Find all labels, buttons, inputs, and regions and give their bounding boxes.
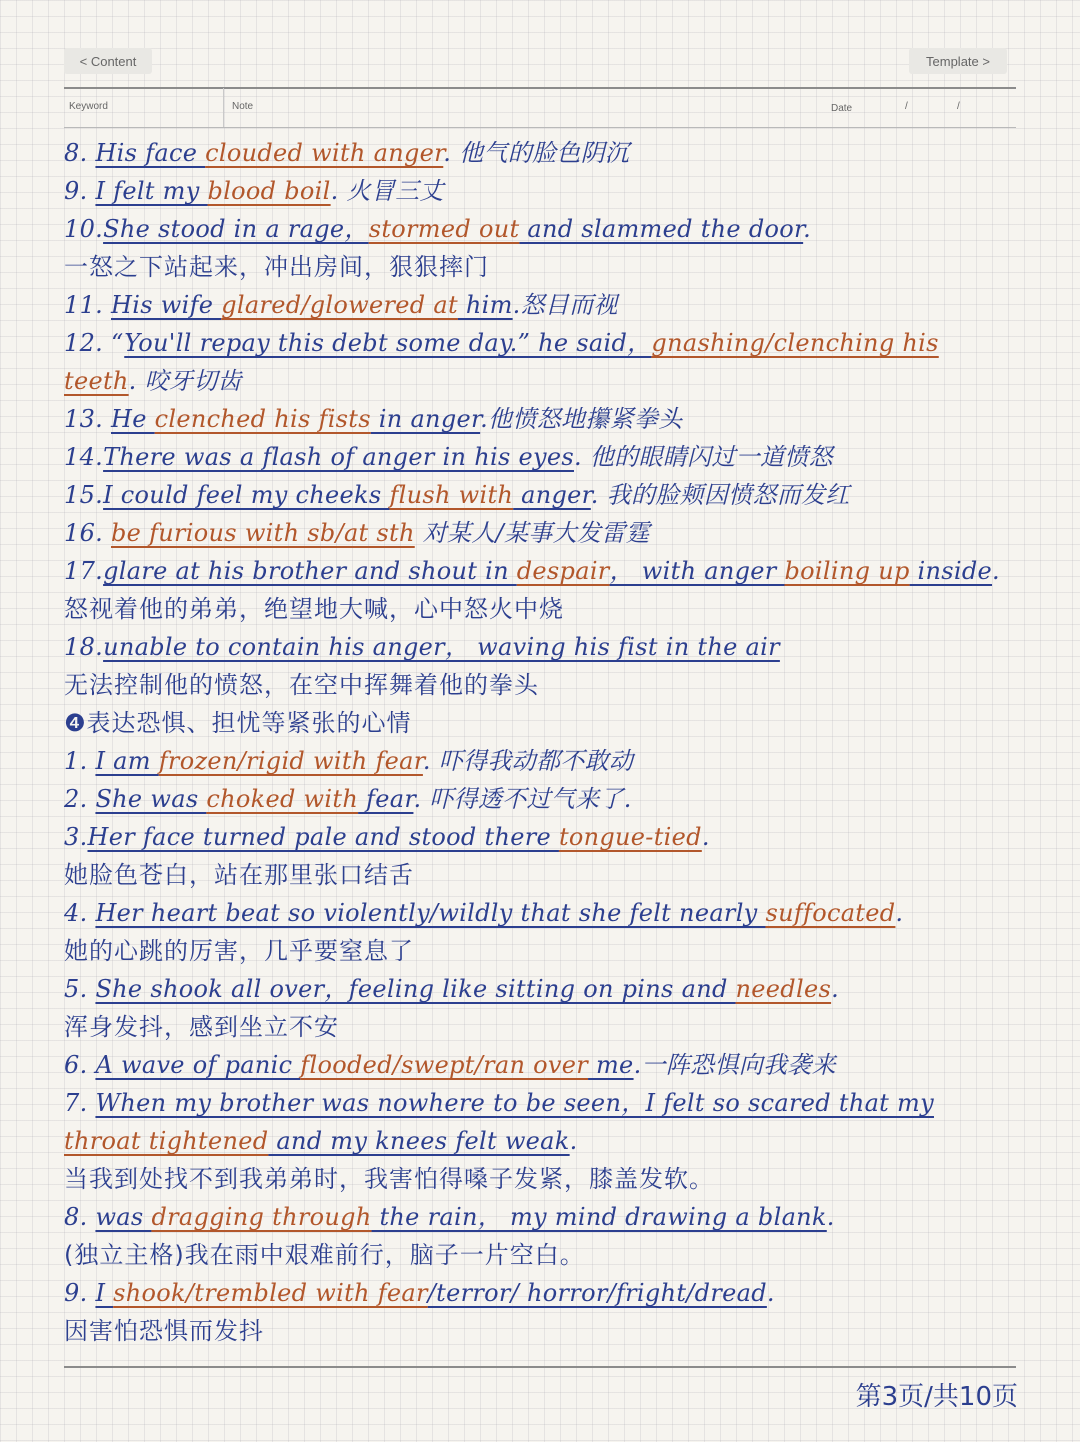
note-text: . 咬牙切齿: [128, 367, 242, 395]
note-line: [64, 1236, 1044, 1274]
footer-rule: [64, 1366, 1016, 1368]
note-text: unable to contain his anger， waving his fist in the air: [103, 633, 780, 661]
highlight-phrase: gnashing/clenching his: [651, 329, 939, 357]
highlight-phrase: despair: [516, 557, 610, 585]
content-nav-button[interactable]: < Content: [64, 48, 152, 74]
highlight-phrase: tongue-tied: [558, 823, 702, 851]
note-line: [64, 590, 1044, 628]
header-divider: [223, 88, 224, 128]
note-text: 3.: [64, 823, 88, 851]
note-line: [64, 134, 1044, 172]
note-text: I felt my: [95, 177, 208, 205]
note-text: 4.: [64, 899, 96, 927]
note-text: .: [992, 557, 1000, 585]
header-top-rule: [64, 87, 1016, 89]
note-text: 12. “: [64, 329, 125, 357]
note-text: ❹表达恐惧、担忧等紧张的心情: [64, 709, 412, 737]
note-text: 17.: [64, 557, 104, 585]
note-line: [64, 856, 1044, 894]
note-text: and my knees felt weak: [268, 1127, 570, 1155]
highlight-phrase: clenched his fists: [154, 405, 371, 433]
note-text: 5.: [64, 975, 96, 1003]
keyword-label: Keyword: [69, 101, 108, 112]
note-line: [64, 1084, 1044, 1122]
highlight-phrase: be furious with sb/at sth: [111, 519, 415, 547]
note-text: 11.: [64, 291, 111, 319]
note-text: 当我到处找不到我弟弟时，我害怕得嗓子发紧，膝盖发软。: [64, 1165, 714, 1193]
note-text: .一阵恐惧向我袭来: [633, 1051, 836, 1079]
note-line: [64, 666, 1044, 704]
note-text: 15.: [64, 481, 104, 509]
note-line: [64, 514, 1044, 552]
note-text: .: [569, 1127, 578, 1155]
note-text: 2.: [64, 785, 96, 813]
note-line: [64, 248, 1044, 286]
highlight-phrase: frozen/rigid with fear: [158, 747, 423, 775]
note-text: 16.: [64, 519, 111, 547]
note-text: 8.: [64, 139, 96, 167]
note-text: When my brother was nowhere to be seen，I felt so scared that my: [95, 1089, 934, 1117]
note-text: .他愤怒地攥紧拳头: [480, 405, 683, 433]
note-line: [64, 894, 1044, 932]
note-text: fear: [358, 785, 414, 813]
note-text: .: [701, 823, 710, 851]
highlight-phrase: flush with: [389, 481, 514, 509]
note-line: [64, 1008, 1044, 1046]
note-text: /terror/ horror/fright/dread: [427, 1279, 767, 1307]
note-text: Her heart beat so violently/wildly that she felt nearly: [95, 899, 766, 927]
note-text: inside: [909, 557, 993, 585]
note-text: You'll repay this debt some day.” he said，: [124, 329, 652, 357]
date-separator-1: /: [905, 101, 908, 112]
note-text: I: [95, 1279, 114, 1307]
note-text: 7.: [64, 1089, 96, 1117]
note-text: 一怒之下站起来，冲出房间，狠狠摔门: [64, 253, 489, 281]
note-line: [64, 476, 1044, 514]
note-text: 因害怕恐惧而发抖: [64, 1317, 264, 1345]
note-text: 她脸色苍白，站在那里张口结舌: [64, 861, 414, 889]
highlight-phrase: suffocated: [765, 899, 896, 927]
note-line: [64, 970, 1044, 1008]
note-line: [64, 704, 1044, 742]
note-line: [64, 172, 1044, 210]
note-text: 14.: [64, 443, 104, 471]
note-text: 浑身发抖，感到坐立不安: [64, 1013, 339, 1041]
note-text: 9.: [64, 1279, 96, 1307]
highlight-phrase: choked with: [206, 785, 359, 813]
note-line: [64, 1274, 1044, 1312]
note-line: [64, 818, 1044, 856]
date-separator-2: /: [957, 101, 960, 112]
note-line: [64, 1160, 1044, 1198]
note-line: [64, 438, 1044, 476]
note-text: 18.: [64, 633, 104, 661]
note-line: [64, 324, 1044, 362]
note-text: He: [111, 405, 155, 433]
note-text: His face: [95, 139, 206, 167]
note-text: .: [803, 215, 812, 243]
highlight-phrase: stormed out: [368, 215, 520, 243]
note-text: glare at his brother and shout in: [103, 557, 517, 585]
note-text: There was a flash of anger in his eyes: [103, 443, 574, 471]
note-text: She shook all over，feeling like sitting on pins and: [95, 975, 736, 1003]
note-text: 1.: [64, 747, 96, 775]
note-text: Her face turned pale and stood there: [87, 823, 559, 851]
highlight-phrase: shook/trembled with fear: [113, 1279, 428, 1307]
note-text: 无法控制他的愤怒，在空中挥舞着他的拳头: [64, 671, 539, 699]
header-bottom-rule: [64, 127, 1016, 128]
highlight-phrase: dragging through: [151, 1203, 372, 1231]
note-text: . 吓得我动都不敢动: [422, 747, 634, 775]
note-text: . 他气的脸色阴沉: [443, 139, 630, 167]
note-text: and slammed the door: [519, 215, 804, 243]
note-text: His wife: [111, 291, 222, 319]
highlight-phrase: blood boil: [207, 177, 331, 205]
page-number: 第3页/共10页: [855, 1382, 1018, 1412]
note-text: . 火冒三丈: [330, 177, 444, 205]
note-line: [64, 286, 1044, 324]
note-text: . 他的眼睛闪过一道愤怒: [573, 443, 833, 471]
note-line: [64, 1198, 1044, 1236]
note-text: .: [895, 899, 904, 927]
note-text: anger: [513, 481, 591, 509]
highlight-phrase: throat tightened: [64, 1127, 269, 1155]
note-line: [64, 552, 1044, 590]
note-text: 6.: [64, 1051, 96, 1079]
note-text: .怒目而视: [512, 291, 618, 319]
note-text: ， with anger: [609, 557, 785, 585]
note-text: 对某人/某事大发雷霆: [414, 519, 650, 547]
note-text: was: [95, 1203, 152, 1231]
template-nav-button[interactable]: Template >: [909, 48, 1007, 74]
highlight-phrase: clouded with anger: [205, 139, 444, 167]
note-line: [64, 400, 1044, 438]
highlight-phrase: boiling up: [784, 557, 910, 585]
note-text: .: [766, 1279, 775, 1307]
highlight-phrase: flooded/swept/ran over: [300, 1051, 589, 1079]
note-text: A wave of panic: [95, 1051, 301, 1079]
note-line: [64, 1122, 1044, 1160]
note-line: [64, 362, 1044, 400]
note-text: 10.: [64, 215, 104, 243]
note-text: him: [457, 291, 513, 319]
note-text: 13.: [64, 405, 111, 433]
note-text: . 吓得透不过气来了.: [413, 785, 632, 813]
note-text: 怒视着他的弟弟，绝望地大喊，心中怒火中烧: [64, 595, 564, 623]
note-text: 8.: [64, 1203, 96, 1231]
note-text: I could feel my cheeks: [103, 481, 390, 509]
note-line: [64, 932, 1044, 970]
date-label: Date: [831, 103, 853, 114]
highlight-phrase: glared/glowered at: [221, 291, 458, 319]
note-text: She was: [95, 785, 207, 813]
highlight-phrase: needles: [735, 975, 832, 1003]
note-text: 9.: [64, 177, 96, 205]
note-text: the rain， my mind drawing a blank: [371, 1203, 827, 1231]
note-line: [64, 210, 1044, 248]
note-text: I am: [95, 747, 159, 775]
note-line: [64, 628, 1044, 666]
note-text: me: [588, 1051, 634, 1079]
note-text: (独立主格)我在雨中艰难前行，脑子一片空白。: [64, 1241, 585, 1269]
note-line: [64, 742, 1044, 780]
note-label: Note: [232, 101, 254, 112]
note-text: in anger: [370, 405, 481, 433]
note-line: [64, 1046, 1044, 1084]
highlight-phrase: teeth: [64, 367, 129, 395]
note-text: . 我的脸颊因愤怒而发红: [590, 481, 850, 509]
note-text: 她的心跳的厉害，几乎要窒息了: [64, 937, 414, 965]
note-text: .: [831, 975, 840, 1003]
note-text: She stood in a rage，: [103, 215, 369, 243]
note-line: [64, 1312, 1044, 1350]
note-content: [64, 134, 1044, 1350]
note-line: [64, 780, 1044, 818]
note-text: .: [826, 1203, 835, 1231]
